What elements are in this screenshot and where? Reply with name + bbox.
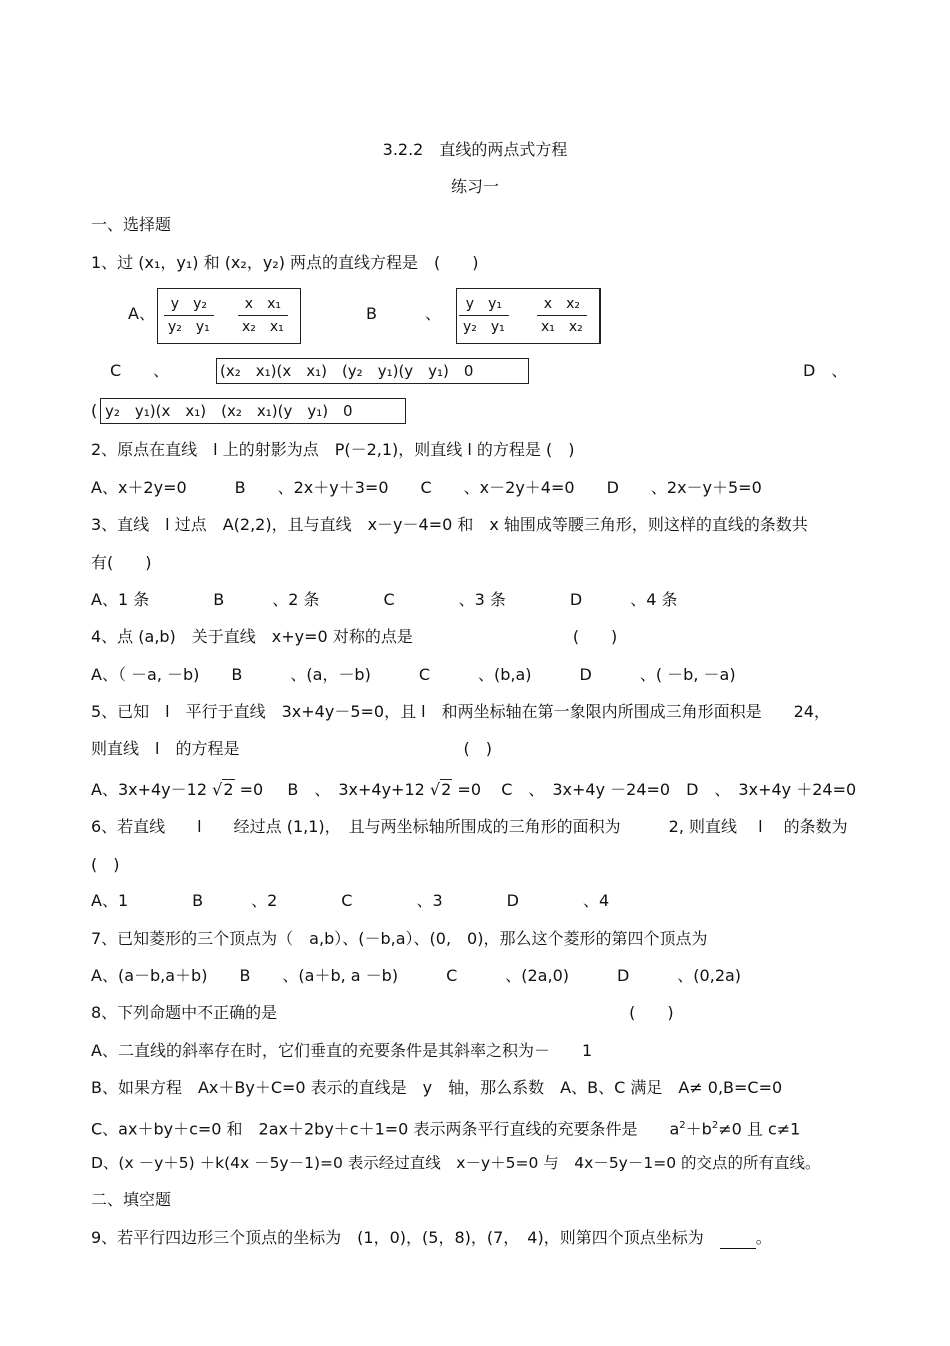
page-title: 3.2.2 直线的两点式方程 — [382, 140, 568, 159]
q1-option-d-label: D 、 — [803, 361, 848, 380]
q1-a-lhs-den: y₂ y₁ — [168, 319, 210, 335]
q5-stem-cont: 则直线 l 的方程是 ( ) — [91, 739, 492, 758]
q1-b-lhs-den: y₂ y₁ — [463, 319, 505, 335]
q8-option-c-pre: C、ax＋by＋c=0 和 2ax＋2by＋c＋1=0 表示两条平行直线的充要条件是 a — [91, 1119, 680, 1139]
q1-option-a-box — [157, 288, 301, 344]
q5-option-b-sqrt: √2 — [429, 780, 452, 799]
q5-stem: 5、已知 l 平行于直线 3x+4y－5=0，且 l 和两坐标轴在第一象限内所围成三角形面积是 24， — [91, 702, 830, 721]
q2-options: A、x＋2y=0 B 、2x＋y＋3=0 C 、x－2y＋4=0 D 、2x－y＋5=0 — [91, 478, 762, 497]
q1-option-c-equation: (x₂ x₁)(x x₁) (y₂ y₁)(y y₁) 0 — [220, 362, 474, 380]
q5-option-a-pre: A、3x+4y－12 — [91, 780, 208, 799]
q5-option-b-sqrt-arg: 2 — [441, 780, 452, 799]
q1-option-c-label: C 、 — [110, 361, 170, 380]
q8-option-d: D、(x －y＋5) ＋k(4x －5y－1)=0 表示经过直线 x－y＋5=0 与 4x－5y－1=0 的交点的所有直线。 — [91, 1154, 821, 1172]
q5-options — [91, 779, 856, 801]
q1-b-rhs-fraction — [537, 293, 587, 338]
q9-stem — [91, 1227, 772, 1249]
q1-stem: 1、过 (x₁，y₁) 和 (x₂，y₂) 两点的直线方程是 ( ) — [91, 253, 479, 272]
q8-option-c-sup-b: 2 — [711, 1120, 719, 1131]
q1-a-lhs-fraction — [164, 293, 214, 338]
q8-stem: 8、下列命题中不正确的是 ( ) — [91, 1003, 674, 1022]
q1-option-b-box — [456, 288, 601, 344]
q8-option-c-post: ≠0 且 c≠1 — [718, 1119, 801, 1139]
q8-option-c-sup-a: 2 — [679, 1120, 686, 1131]
q6-stem: 6、若直线 l 经过点 (1,1)， 且与两坐标轴所围成的三角形的面积为 2, 则直线 l 的条数为 — [91, 817, 848, 836]
q1-a-lhs-num: y y₂ — [170, 296, 207, 312]
q7-options: A、(a－b,a＋b) B 、(a＋b, a －b) C 、(2a,0) D 、(0,2a) — [91, 966, 742, 985]
q3-stem: 3、直线 l 过点 A(2,2)，且与直线 x－y－4=0 和 x 轴围成等腰三角形，则这样的直线的条数共 — [91, 515, 808, 534]
q1-a-rhs-fraction — [238, 293, 288, 338]
q8-option-c-mid: ＋b — [685, 1119, 712, 1139]
q1-option-d-equation: y₂ y₁)(x x₁) (x₂ x₁)(y y₁) 0 — [105, 402, 353, 420]
q6-stem-cont: ( ) — [91, 855, 120, 874]
q1-option-d-paren: ( — [91, 401, 98, 420]
q1-b-lhs-num: y y₁ — [465, 296, 502, 312]
q8-option-c — [91, 1115, 800, 1140]
q1-a-rhs-den: x₂ x₁ — [242, 319, 284, 335]
q8-option-b: B、如果方程 Ax＋By＋C=0 表示的直线是 y 轴，那么系数 A、B、C 满足 A≠ 0,B=C=0 — [91, 1078, 783, 1097]
page-subtitle: 练习一 — [450, 177, 499, 196]
q8-option-a: A、二直线的斜率存在时，它们垂直的充要条件是其斜率之积为－ 1 — [91, 1041, 593, 1060]
q9-stem-text: 9、若平行四边形三个顶点的坐标为 (1，0)，(5，8)，(7， 4)，则第四个顶点坐标为 — [91, 1228, 720, 1247]
q1-option-d-box — [100, 398, 406, 424]
q5-option-b-pre: B 、 3x+4y+12 — [287, 780, 425, 799]
q2-stem: 2、原点在直线 l 上的射影为点 P(－2,1)，则直线 l 的方程是 ( ) — [91, 440, 575, 459]
q7-stem: 7、已知菱形的三个顶点为（ a,b）、(－b,a）、(0, 0)，那么这个菱形的第四个顶点为 — [91, 929, 708, 948]
q1-option-a-label: A、 — [128, 304, 155, 323]
q6-options: A、1 B 、2 C 、3 D 、4 — [91, 891, 610, 910]
q5-option-a-sqrt: √2 — [212, 780, 234, 799]
q1-b-rhs-num: x x₂ — [543, 296, 580, 312]
section-fill: 二、填空题 — [91, 1190, 172, 1209]
q1-option-c-box — [216, 358, 529, 384]
q4-options: A、（ －a, －b) B 、(a，－b) C 、(b,a) D 、( －b, －a) — [91, 665, 736, 684]
q5-option-b-post: =0 — [457, 780, 481, 799]
q9-stem-end: 。 — [755, 1228, 772, 1247]
q3-stem-cont: 有( ) — [91, 553, 152, 572]
q9-answer-blank[interactable] — [720, 1230, 756, 1249]
q5-option-a-post: =0 — [239, 780, 264, 799]
q3-options: A、1 条 B 、2 条 C 、3 条 D 、4 条 — [91, 590, 678, 609]
q5-option-rest: C 、 3x+4y －24=0 D 、 3x+4y ＋24=0 — [501, 780, 857, 799]
section-choice: 一、选择题 — [91, 215, 172, 234]
q1-b-lhs-fraction — [459, 293, 509, 338]
q1-a-rhs-num: x x₁ — [244, 296, 281, 312]
q1-b-rhs-den: x₁ x₂ — [541, 319, 583, 335]
q1-option-b-label: B 、 — [366, 304, 441, 323]
q5-option-a-sqrt-arg: 2 — [223, 780, 234, 799]
q4-stem: 4、点 (a,b) 关于直线 x+y=0 对称的点是 ( ) — [91, 627, 618, 646]
